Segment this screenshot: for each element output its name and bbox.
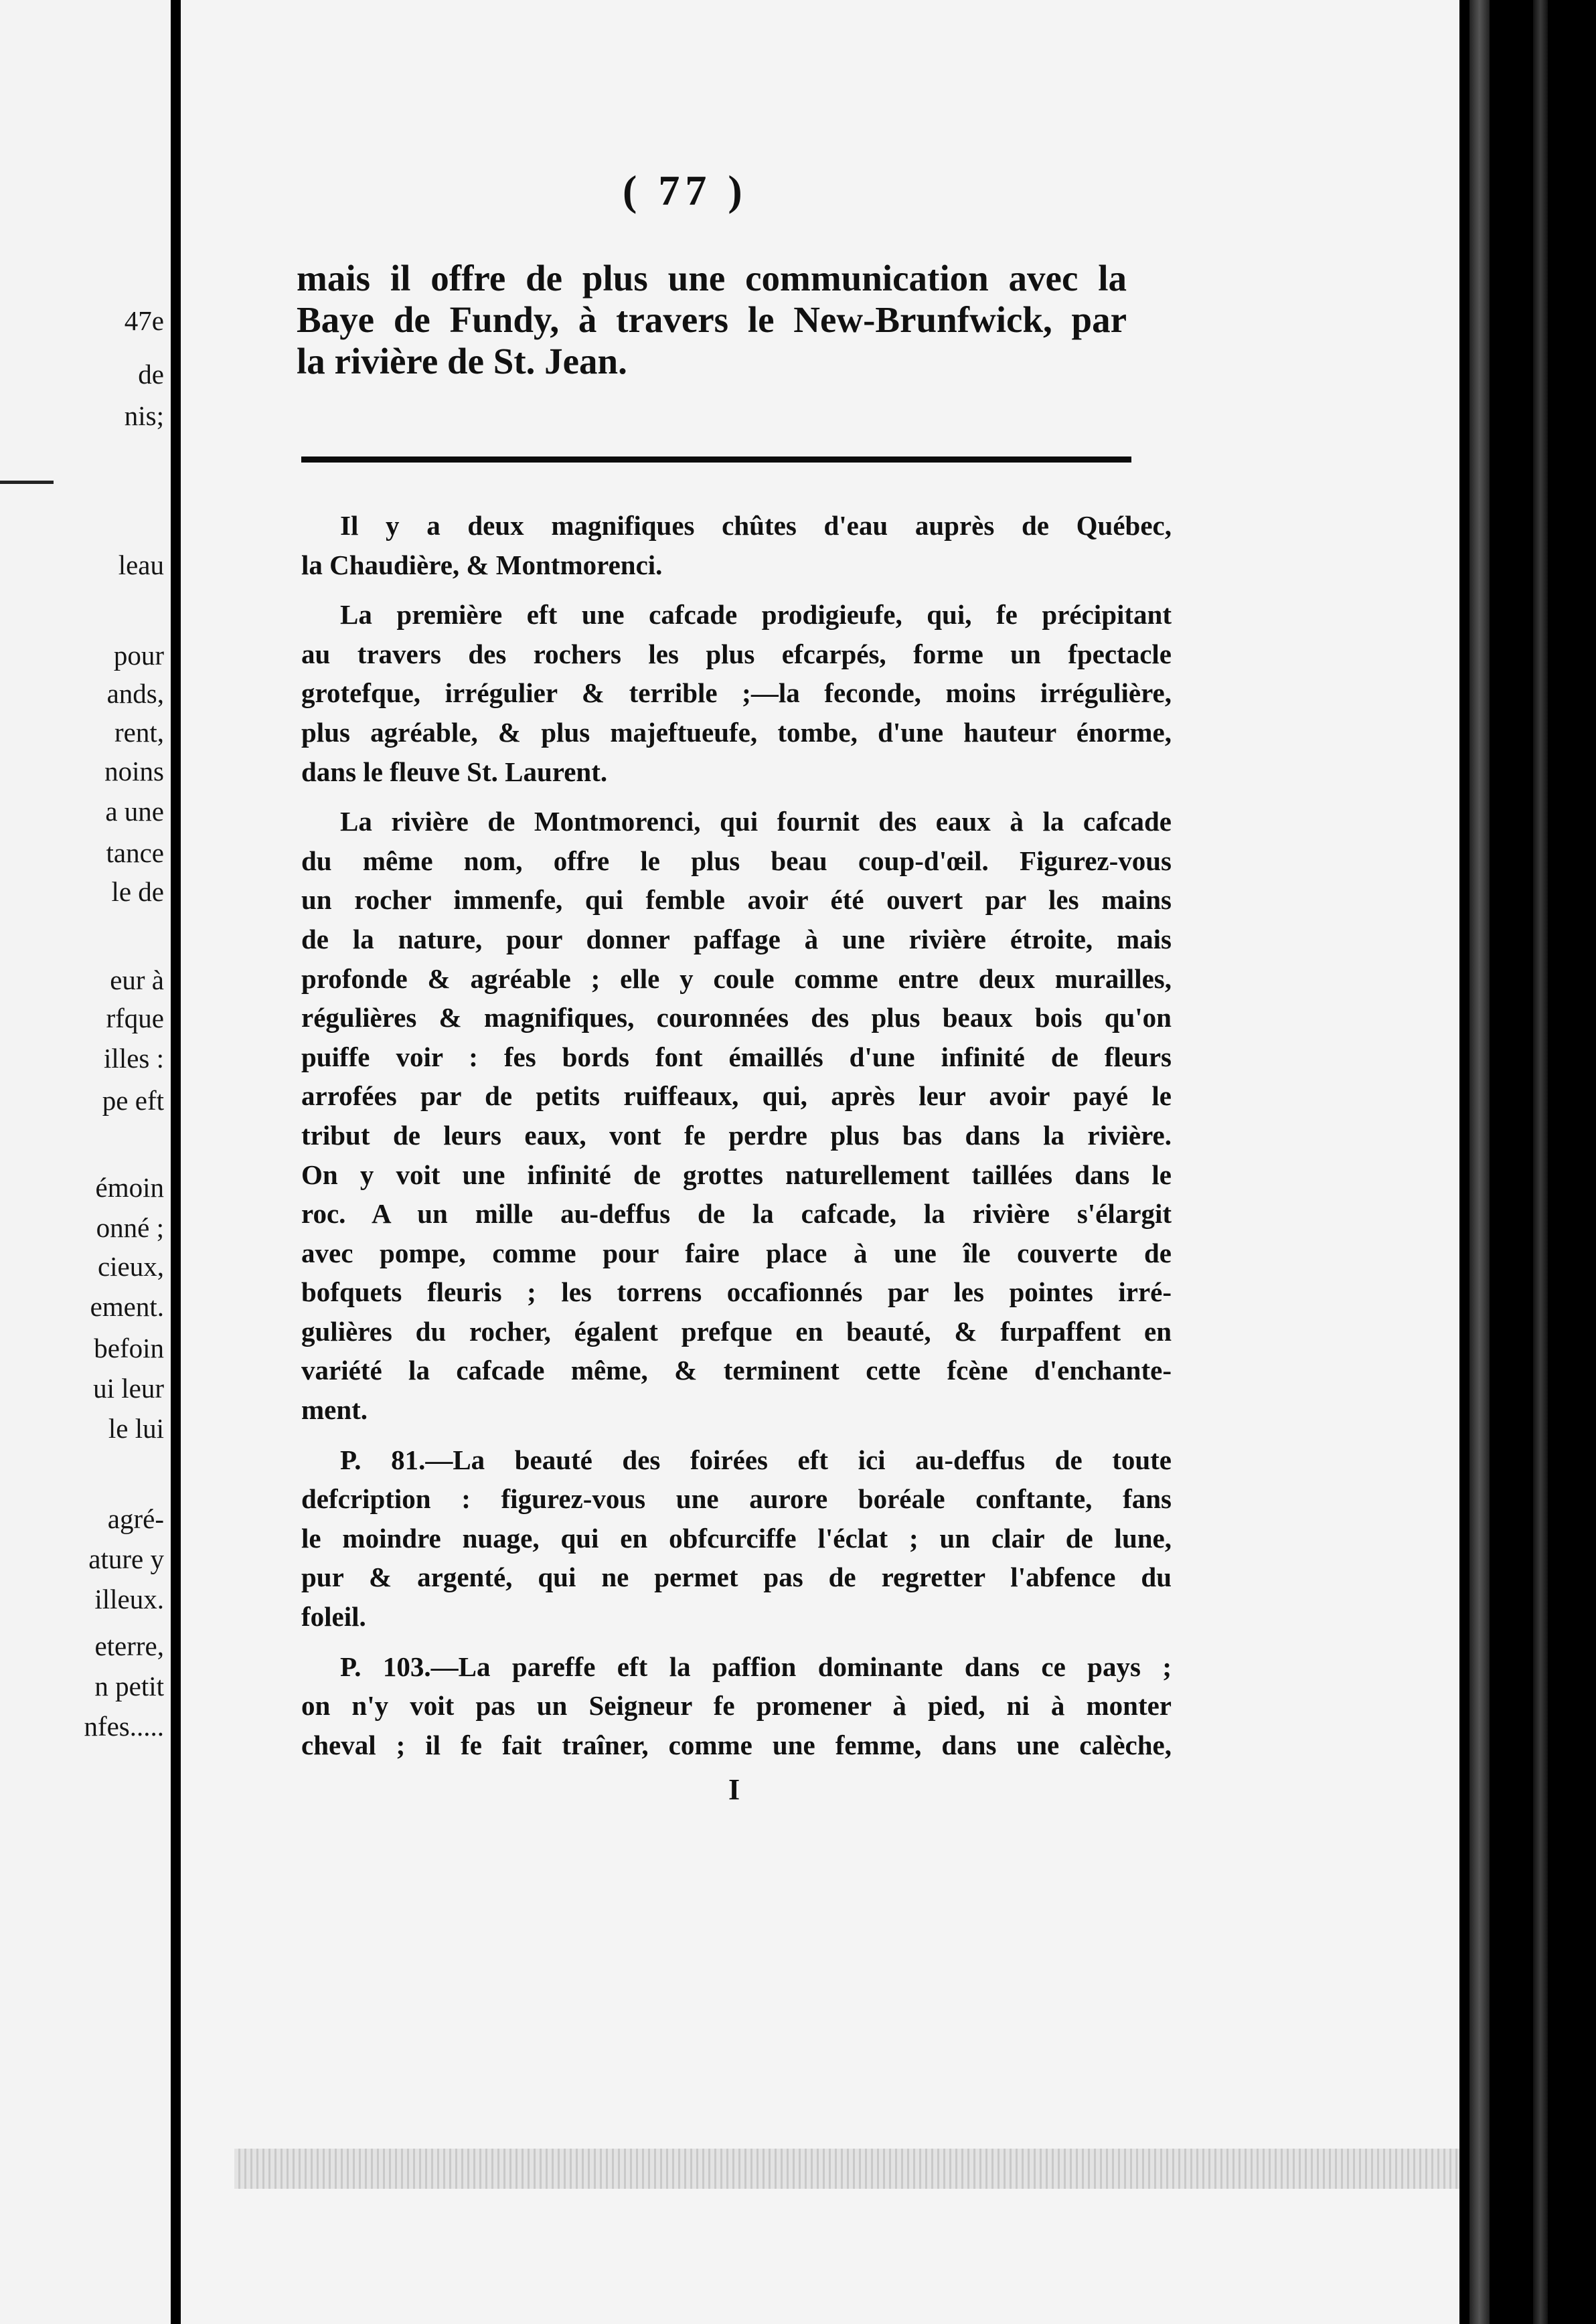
left-page-line: illeux.	[94, 1584, 164, 1614]
left-page-line: pour	[113, 640, 164, 671]
text-line: régulières & magnifiques, couronnées des plus beaux bois qu'on	[301, 1002, 1172, 1033]
left-page-line: befoin	[94, 1333, 164, 1363]
text-line: profonde & agréable ; elle y coule comme entre deux murailles,	[301, 963, 1172, 994]
left-page-line: le lui	[108, 1413, 164, 1444]
left-page-line: de	[138, 359, 164, 390]
intro-line: Baye de Fundy, à travers le New-Brunfwick, par	[297, 299, 1127, 340]
left-page-line: agré-	[107, 1503, 164, 1534]
text-line: Il y a deux magnifiques chûtes d'eau auprès de Québec,	[340, 510, 1172, 541]
text-line: La rivière de Montmorenci, qui fournit des eaux à la cafcade	[340, 806, 1172, 837]
text-line: tribut de leurs eaux, vont fe perdre plus bas dans la rivière.	[301, 1119, 1172, 1151]
text-line: arrofées par de petits ruiffeaux, qui, après leur avoir payé le	[301, 1080, 1172, 1112]
text-line: variété la cafcade même, & terminent cette fcène d'enchante-	[301, 1355, 1172, 1386]
left-page-line: nfes.....	[84, 1711, 164, 1742]
left-page-line: leau	[118, 550, 164, 580]
text-line: le moindre nuage, qui en obfcurciffe l'éclat ; un clair de lune,	[301, 1522, 1172, 1554]
text-line: roc. A un mille au-deffus de la cafcade, la rivière s'élargit	[301, 1198, 1172, 1230]
left-page-line: cieux,	[97, 1251, 164, 1282]
left-page-line: pe eft	[102, 1085, 164, 1116]
text-line: du même nom, offre le plus beau coup-d'œil. Figurez-vous	[301, 845, 1172, 876]
left-page-rule	[0, 481, 54, 484]
intro-line: la rivière de St. Jean.	[297, 341, 627, 382]
left-page-line: rfque	[106, 1003, 164, 1033]
text-line: On y voit une infinité de grottes naturellement taillées dans le	[301, 1159, 1172, 1190]
left-page-line: n petit	[94, 1671, 164, 1702]
page-bottom-edge	[234, 2149, 1493, 2189]
text-line: La première eft une cafcade prodigieufe, qui, fe précipitant	[340, 599, 1172, 631]
text-line: dans le fleuve St. Laurent.	[301, 756, 608, 787]
text-line: defcription : figurez-vous une aurore boréale conftante, fans	[301, 1483, 1172, 1515]
page-number: ( 77 )	[623, 167, 748, 214]
text-line: la Chaudière, & Montmorenci.	[301, 549, 663, 580]
page-edge-strip	[1469, 0, 1490, 2324]
left-page-line: ature y	[88, 1544, 164, 1574]
left-page-line: émoin	[95, 1172, 164, 1203]
left-page-line: ands,	[106, 678, 164, 709]
page-edge-strip-outer	[1533, 0, 1548, 2324]
left-page-line: 47e	[124, 305, 164, 336]
left-page-line: eur à	[110, 965, 164, 995]
left-page-line: nis;	[124, 400, 164, 431]
intro-paragraph	[297, 258, 1127, 382]
text-line: P. 103.—La pareffe eft la paffion dominante dans ce pays ;	[340, 1651, 1172, 1682]
section-rule	[301, 456, 1131, 463]
left-page-line: le de	[111, 876, 164, 907]
text-line: de la nature, pour donner paffage à une rivière étroite, mais	[301, 923, 1172, 954]
text-line: ment.	[301, 1394, 368, 1426]
paragraph	[301, 802, 1172, 1430]
left-page-line: noins	[104, 756, 164, 786]
text-line: au travers des rochers les plus efcarpés, forme un fpectacle	[301, 638, 1172, 669]
text-line: gulières du rocher, égalent prefque en beauté, & furpaffent en	[301, 1315, 1172, 1347]
text-line: pur & argenté, qui ne permet pas de regretter l'abfence du	[301, 1562, 1172, 1593]
text-line: grotefque, irrégulier & terrible ;—la feconde, moins irrégulière,	[301, 677, 1172, 709]
left-page-line: rent,	[114, 717, 164, 748]
text-line: cheval ; il fe fait traîner, comme une femme, dans une calèche,	[301, 1729, 1172, 1760]
body-text	[301, 506, 1172, 1775]
text-line: bofquets fleuris ; les torrens occafionnés par les pointes irré-	[301, 1276, 1172, 1308]
text-line: foleil.	[301, 1601, 366, 1633]
left-page-line: a une	[105, 796, 164, 827]
text-line: un rocher immenfe, qui femble avoir été ouvert par les mains	[301, 884, 1172, 916]
paragraph	[301, 1440, 1172, 1637]
text-line: on n'y voit pas un Seigneur fe promener à pied, ni à monter	[301, 1690, 1172, 1722]
left-page-line: eterre,	[94, 1631, 164, 1661]
left-page-line: illes :	[104, 1043, 164, 1074]
paragraph	[301, 506, 1172, 584]
text-line: P. 81.—La beauté des foirées eft ici au-deffus de toute	[340, 1444, 1172, 1475]
left-page-fragment	[0, 0, 171, 2324]
text-line: puiffe voir : fes bords font émaillés d'une infinité de fleurs	[301, 1041, 1172, 1072]
left-page-line: tance	[106, 837, 164, 868]
intro-line: mais il offre de plus une communication avec la	[297, 258, 1127, 299]
paragraph	[301, 1647, 1172, 1765]
left-page-line: ement.	[90, 1291, 164, 1322]
text-line: avec pompe, comme pour faire place à une île couverte de	[301, 1237, 1172, 1268]
signature-mark: I	[728, 1773, 740, 1806]
paragraph	[301, 595, 1172, 791]
left-page-line: onné ;	[96, 1212, 164, 1243]
left-page-line: ui leur	[93, 1373, 164, 1404]
text-line: plus agréable, & plus majeftueufe, tombe, d'une hauteur énorme,	[301, 716, 1172, 748]
